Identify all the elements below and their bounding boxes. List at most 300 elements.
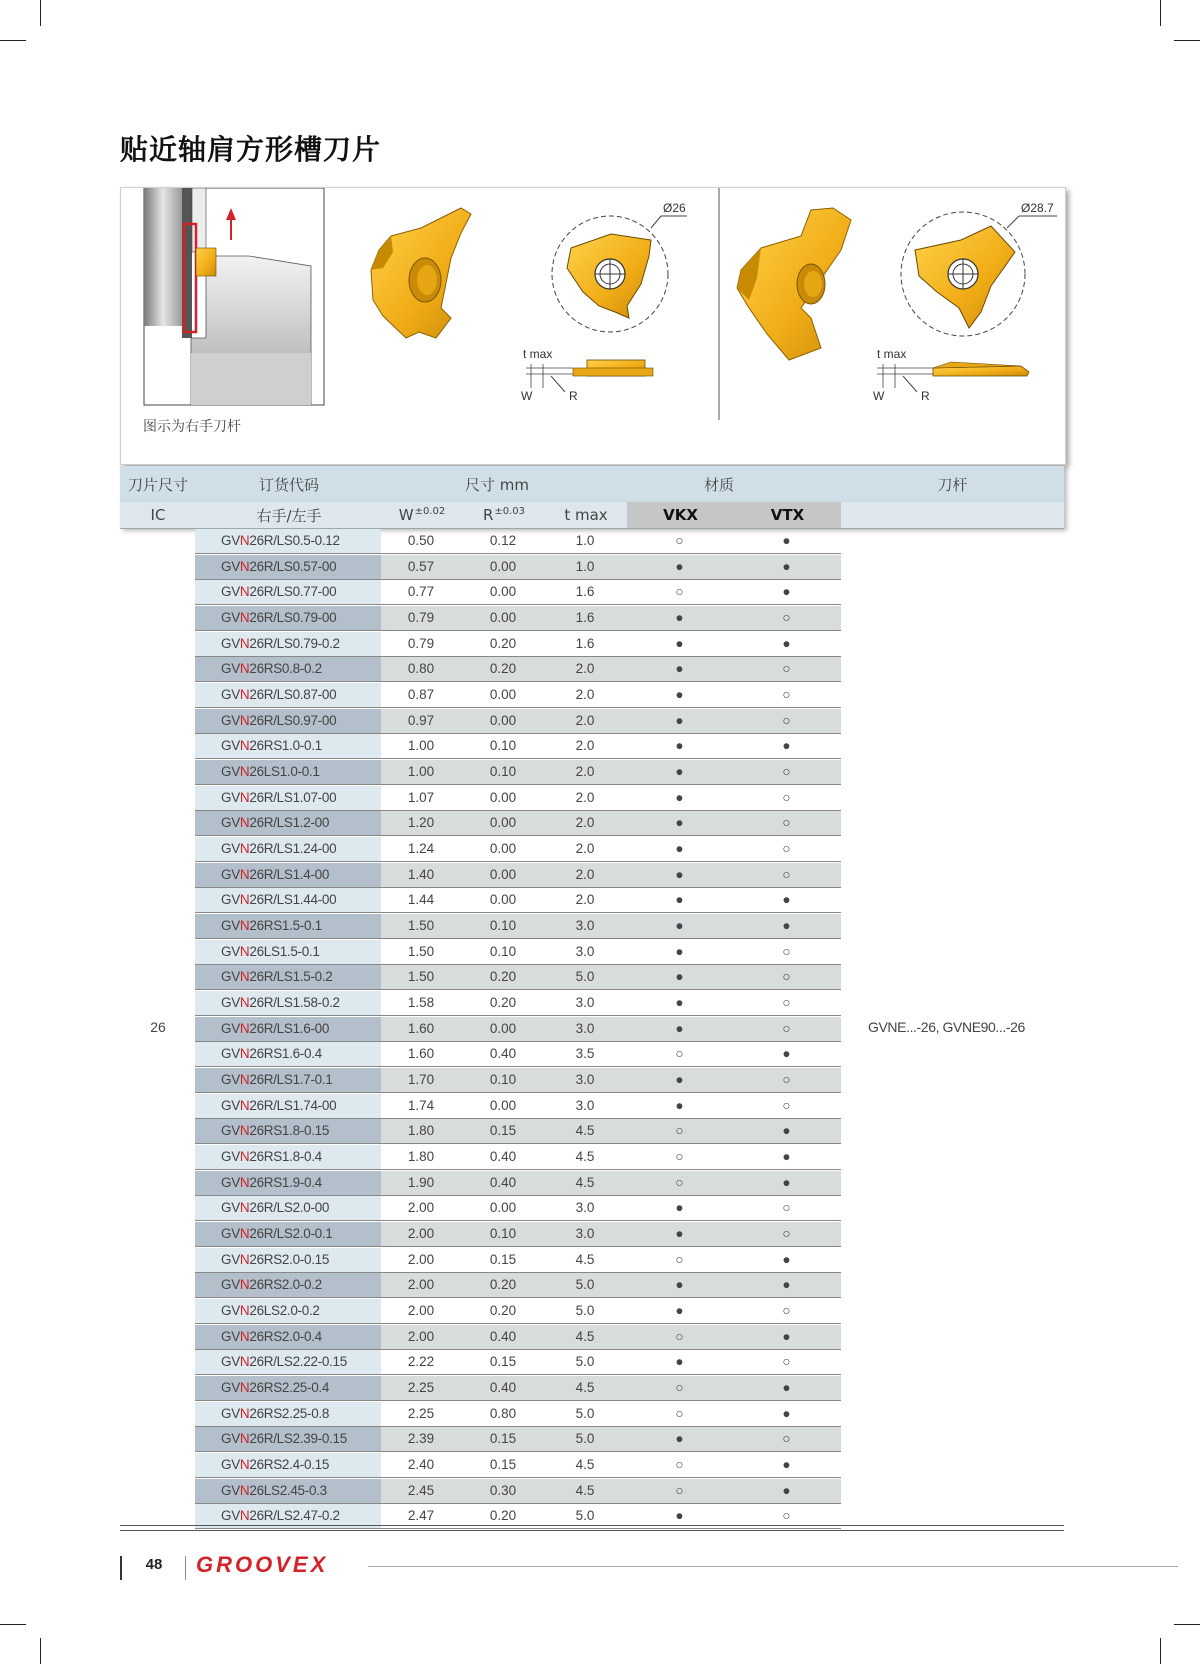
order-code: GVN26LS1.0-0.1 [195, 760, 381, 784]
vtx-value: ● [782, 635, 791, 651]
table-row [195, 606, 841, 631]
r-value: 0.15 [489, 1123, 517, 1139]
vkx-value: ○ [675, 584, 684, 600]
table-row [195, 683, 841, 708]
w-value: 1.00 [407, 764, 435, 780]
r-value: 0.10 [489, 943, 517, 959]
header-w: W $^{\pm 0.02}$ [398, 505, 446, 524]
t-max-label: t max [523, 347, 553, 361]
order-code: GVN26R/LS1.44-00 [195, 888, 381, 912]
vtx-value: ● [782, 533, 791, 548]
r-value: 0.00 [489, 558, 517, 574]
table-row [195, 1325, 841, 1350]
vtx-value: ○ [782, 1354, 791, 1370]
order-code: GVN26R/LS1.58-0.2 [195, 991, 381, 1015]
w-value: 1.20 [407, 815, 435, 831]
page-number: 48 [145, 1556, 163, 1573]
header-ic: IC [150, 506, 166, 524]
tmax-value: 1.0 [575, 533, 595, 548]
order-code: GVN26R/LS2.0-0.1 [195, 1222, 381, 1246]
w-value: 2.00 [407, 1328, 435, 1344]
vkx-value: ○ [675, 1149, 684, 1165]
table-header-row-2 [120, 502, 1064, 529]
table-row [195, 657, 841, 682]
table-row [195, 914, 841, 939]
r-value: 0.20 [489, 1277, 517, 1293]
vkx-value: ● [675, 1226, 684, 1242]
header-order-code: 订货代码 [258, 475, 319, 494]
table-row [195, 1427, 841, 1452]
r-value: 0.15 [489, 1431, 517, 1447]
r-value: 0.00 [489, 1097, 517, 1113]
order-code: GVN26RS2.25-0.4 [195, 1376, 381, 1400]
table-row [195, 940, 841, 965]
tmax-value: 5.0 [575, 1405, 595, 1421]
r-value: 0.40 [489, 1174, 517, 1190]
w-value: 2.00 [407, 1226, 435, 1242]
header-vkx: VKX [627, 502, 734, 528]
vtx-value: ○ [782, 1508, 791, 1524]
tmax-value: 4.5 [575, 1174, 595, 1190]
vtx-value: ● [782, 1277, 791, 1293]
order-code: GVN26RS2.25-0.8 [195, 1402, 381, 1426]
r-value: 0.20 [489, 1508, 517, 1524]
table-row [195, 811, 841, 836]
w-value: 1.58 [407, 995, 435, 1011]
w-value: 0.97 [407, 712, 435, 728]
table-row [195, 1068, 841, 1093]
order-code: GVN26R/LS0.5-0.12 [195, 529, 381, 553]
table-header-row-1 [120, 466, 1064, 502]
header-tmax: t max [564, 506, 608, 524]
w-value: 0.79 [407, 610, 435, 625]
r-value: 0.40 [489, 1328, 517, 1344]
r-value: 0.20 [489, 661, 517, 677]
r-value: 0.00 [489, 687, 517, 703]
vtx-value: ○ [782, 1097, 791, 1113]
table-row [195, 1094, 841, 1119]
vkx-value: ○ [675, 1046, 684, 1062]
vtx-value: ● [782, 1046, 791, 1062]
vtx-value: ○ [782, 969, 791, 985]
header-holder: 刀杆 [937, 475, 968, 494]
tmax-value: 5.0 [575, 1508, 595, 1524]
vkx-value: ● [675, 635, 684, 651]
w-value: 1.50 [407, 969, 435, 985]
r-value: 0.20 [489, 1303, 517, 1319]
order-code: GVN26RS2.4-0.15 [195, 1453, 381, 1477]
r-value: 0.30 [489, 1482, 517, 1498]
w-value: 1.70 [407, 1072, 435, 1088]
vkx-value: ● [675, 892, 684, 908]
vkx-value: ○ [675, 1482, 684, 1498]
table-row [195, 786, 841, 811]
r-value: 0.10 [489, 1226, 517, 1242]
table-row [195, 1453, 841, 1478]
header-grade: 材质 [703, 475, 734, 494]
vkx-value: ● [675, 1097, 684, 1113]
vtx-value: ○ [782, 1303, 791, 1319]
vkx-value: ○ [675, 1174, 684, 1190]
w-value: 1.50 [407, 918, 435, 934]
table-row [195, 580, 841, 605]
tmax-value: 2.0 [575, 841, 595, 857]
tmax-value: 2.0 [575, 738, 595, 754]
order-code: GVN26LS2.45-0.3 [195, 1479, 381, 1503]
tmax-value: 5.0 [575, 1354, 595, 1370]
table-row [195, 709, 841, 734]
vkx-value: ● [675, 815, 684, 831]
tmax-value: 4.5 [575, 1380, 595, 1396]
vkx-value: ● [675, 661, 684, 677]
r-value: 0.00 [489, 610, 517, 625]
r-label: R [569, 389, 578, 403]
crop-mark [40, 0, 41, 26]
vkx-value: ● [675, 918, 684, 934]
r-value: 0.00 [489, 892, 517, 908]
vtx-value: ○ [782, 687, 791, 703]
w-value: 1.50 [407, 943, 435, 959]
vtx-value: ● [782, 1482, 791, 1498]
order-code: GVN26R/LS2.22-0.15 [195, 1350, 381, 1374]
table-row [195, 734, 841, 759]
r-value: 0.20 [489, 969, 517, 985]
vtx-value: ○ [782, 1200, 791, 1216]
order-code: GVN26R/LS0.79-0.2 [195, 632, 381, 656]
header-insert-size: 刀片尺寸 [127, 475, 188, 494]
table-row [195, 1145, 841, 1170]
vkx-value: ● [675, 1508, 684, 1524]
table-row [195, 1042, 841, 1067]
footer-separator [185, 1556, 186, 1580]
tmax-value: 2.0 [575, 687, 595, 703]
r-value: 0.00 [489, 1020, 517, 1036]
vkx-value: ● [675, 1354, 684, 1370]
header-dimensions: 尺寸 mm [465, 475, 529, 494]
vtx-value: ● [782, 1328, 791, 1344]
vtx-value: ○ [782, 1020, 791, 1036]
insert-1-top-view [552, 201, 687, 332]
w-value: 2.25 [407, 1405, 435, 1421]
vtx-value: ○ [782, 866, 791, 882]
vtx-value: ○ [782, 1431, 791, 1447]
table-row [195, 1248, 841, 1273]
vkx-value: ● [675, 969, 684, 985]
tmax-value: 2.0 [575, 789, 595, 805]
vkx-value: ● [675, 1072, 684, 1088]
vkx-value: ● [675, 712, 684, 728]
crop-mark [1160, 0, 1161, 26]
table-bottom-rule [120, 1530, 1064, 1531]
r-value: 0.10 [489, 918, 517, 934]
table-row [195, 1350, 841, 1375]
table-row [195, 863, 841, 888]
ic-value: 26 [150, 1019, 166, 1035]
r-value: 0.12 [489, 533, 517, 548]
order-code: GVN26R/LS1.24-00 [195, 837, 381, 861]
vtx-value: ● [782, 738, 791, 754]
tmax-value: 3.0 [575, 1020, 595, 1036]
vtx-value: ● [782, 1174, 791, 1190]
r-value: 0.20 [489, 995, 517, 1011]
tmax-value: 4.5 [575, 1251, 595, 1267]
order-code: GVN26R/LS0.87-00 [195, 683, 381, 707]
order-code: GVN26R/LS1.6-00 [195, 1017, 381, 1041]
w-value: 2.39 [407, 1431, 435, 1447]
order-code: GVN26RS1.8-0.15 [195, 1119, 381, 1143]
vkx-value: ● [675, 1431, 684, 1447]
w-value: 1.80 [407, 1123, 435, 1139]
crop-mark [1174, 40, 1200, 41]
r-value: 0.40 [489, 1046, 517, 1062]
tmax-value: 3.0 [575, 1226, 595, 1242]
tmax-value: 5.0 [575, 969, 595, 985]
vkx-value: ○ [675, 533, 684, 548]
table-row [195, 529, 841, 554]
r-value: 0.15 [489, 1457, 517, 1473]
tmax-value: 5.0 [575, 1303, 595, 1319]
vkx-value: ○ [675, 1405, 684, 1421]
tmax-value: 3.0 [575, 1072, 595, 1088]
page-title: 贴近轴肩方形槽刀片 [120, 133, 382, 166]
tmax-value: 3.0 [575, 1200, 595, 1216]
vkx-value: ○ [675, 1328, 684, 1344]
vtx-value: ○ [782, 764, 791, 780]
vkx-value: ● [675, 764, 684, 780]
tmax-value: 4.5 [575, 1123, 595, 1139]
table-row [195, 760, 841, 785]
header-r: R $^{\pm 0.03}$ [482, 505, 526, 524]
w-value: 1.40 [407, 866, 435, 882]
order-code: GVN26R/LS1.7-0.1 [195, 1068, 381, 1092]
w-value: 1.44 [407, 892, 435, 908]
w-value: 2.00 [407, 1277, 435, 1293]
order-code: GVN26RS0.8-0.2 [195, 657, 381, 681]
vtx-value: ○ [782, 815, 791, 831]
vkx-value: ● [675, 1020, 684, 1036]
vtx-value: ● [782, 1123, 791, 1139]
w-value: 0.57 [407, 558, 435, 574]
r-value: 0.40 [489, 1149, 517, 1165]
insert-2-top-view [901, 201, 1057, 336]
vtx-value: ● [782, 1251, 791, 1267]
table-row [195, 1273, 841, 1298]
tmax-value: 2.0 [575, 866, 595, 882]
vkx-value: ● [675, 789, 684, 805]
table-row [195, 1222, 841, 1247]
w-value: 1.07 [407, 789, 435, 805]
table-row [195, 1402, 841, 1427]
r-value: 0.00 [489, 789, 517, 805]
table-row [195, 555, 841, 580]
insert-2-side-view [873, 347, 1029, 403]
vkx-value: ● [675, 1200, 684, 1216]
vkx-value: ● [675, 995, 684, 1011]
vkx-value: ○ [675, 1380, 684, 1396]
vtx-value: ● [782, 918, 791, 934]
r-value: 0.00 [489, 815, 517, 831]
w-value: 2.45 [407, 1482, 435, 1498]
vkx-value: ○ [675, 1251, 684, 1267]
vkx-value: ○ [675, 1457, 684, 1473]
order-code: GVN26RS1.0-0.1 [195, 734, 381, 758]
w-value: 2.00 [407, 1303, 435, 1319]
r-value: 0.80 [489, 1405, 517, 1421]
table-bottom-rule [120, 1525, 1064, 1526]
insert-illustrations [121, 188, 1065, 464]
crop-mark [1174, 1624, 1200, 1625]
vtx-value: ○ [782, 841, 791, 857]
vkx-value: ● [675, 610, 684, 625]
tmax-value: 1.6 [575, 584, 595, 600]
vkx-value: ● [675, 687, 684, 703]
r-value: 0.00 [489, 584, 517, 600]
tmax-value: 2.0 [575, 661, 595, 677]
figure-caption: 图示为右手刀杆 [143, 419, 241, 435]
vtx-value: ○ [782, 1072, 791, 1088]
tmax-value: 2.0 [575, 712, 595, 728]
r-value: 0.00 [489, 866, 517, 882]
insert-1-side-view [521, 347, 653, 403]
w-value: 2.40 [407, 1457, 435, 1473]
tmax-value: 2.0 [575, 815, 595, 831]
order-code: GVN26R/LS1.5-0.2 [195, 965, 381, 989]
table-row [195, 1171, 841, 1196]
r-value: 0.15 [489, 1251, 517, 1267]
r-value: 0.20 [489, 635, 517, 651]
w-value: 0.77 [407, 584, 435, 600]
r-value: 0.10 [489, 764, 517, 780]
vkx-value: ● [675, 1303, 684, 1319]
tmax-value: 3.0 [575, 1097, 595, 1113]
r-label: R [921, 389, 930, 403]
vtx-value: ● [782, 892, 791, 908]
tmax-value: 3.0 [575, 995, 595, 1011]
w-value: 2.22 [407, 1354, 435, 1370]
footer-bar [120, 1556, 122, 1580]
w-value: 1.60 [407, 1046, 435, 1062]
table-row [195, 991, 841, 1016]
w-value: 1.74 [407, 1097, 435, 1113]
table-row [195, 1119, 841, 1144]
tmax-value: 4.5 [575, 1457, 595, 1473]
vtx-value: ● [782, 584, 791, 600]
vkx-value: ● [675, 866, 684, 882]
figure-panel [120, 187, 1066, 465]
insert-2-diameter-label: Ø28.7 [1021, 201, 1054, 215]
order-code: GVN26RS2.0-0.15 [195, 1248, 381, 1272]
r-value: 0.00 [489, 712, 517, 728]
vtx-value: ○ [782, 712, 791, 728]
tmax-value: 3.5 [575, 1046, 595, 1062]
crop-mark [0, 40, 26, 41]
table-row [195, 1376, 841, 1401]
vtx-value: ○ [782, 661, 791, 677]
vkx-value: ● [675, 738, 684, 754]
insert-2-3d-image [737, 208, 851, 360]
order-code: GVN26R/LS2.39-0.15 [195, 1427, 381, 1451]
vtx-value: ● [782, 558, 791, 574]
r-value: 0.10 [489, 1072, 517, 1088]
tmax-value: 5.0 [575, 1277, 595, 1293]
w-value: 1.00 [407, 738, 435, 754]
tmax-value: 2.0 [575, 892, 595, 908]
table-row [195, 1017, 841, 1042]
w-value: 1.60 [407, 1020, 435, 1036]
order-code: GVN26RS1.6-0.4 [195, 1042, 381, 1066]
t-max-label: t max [877, 347, 907, 361]
vkx-value: ● [675, 943, 684, 959]
vtx-value: ○ [782, 610, 791, 625]
vtx-value: ○ [782, 1226, 791, 1242]
table-row [195, 1196, 841, 1221]
w-value: 0.87 [407, 687, 435, 703]
tmax-value: 4.5 [575, 1328, 595, 1344]
vtx-value: ○ [782, 789, 791, 805]
w-value: 2.00 [407, 1200, 435, 1216]
w-value: 1.80 [407, 1149, 435, 1165]
w-value: 0.50 [407, 533, 435, 548]
table-row [195, 888, 841, 913]
w-value: 2.25 [407, 1380, 435, 1396]
vtx-value: ○ [782, 943, 791, 959]
tmax-value: 2.0 [575, 764, 595, 780]
vtx-value: ● [782, 1457, 791, 1473]
order-code: GVN26R/LS0.57-00 [195, 555, 381, 579]
vkx-value: ● [675, 558, 684, 574]
r-value: 0.00 [489, 841, 517, 857]
order-code: GVN26RS2.0-0.4 [195, 1325, 381, 1349]
w-value: 1.90 [407, 1174, 435, 1190]
tmax-value: 4.5 [575, 1482, 595, 1498]
r-value: 0.10 [489, 738, 517, 754]
order-code: GVN26R/LS2.47-0.2 [195, 1504, 381, 1528]
table-row [195, 1479, 841, 1504]
vtx-value: ● [782, 1149, 791, 1165]
w-label: W [873, 389, 885, 403]
order-code: GVN26R/LS1.07-00 [195, 786, 381, 810]
tmax-value: 3.0 [575, 918, 595, 934]
holder-drawing [144, 188, 324, 405]
order-code: GVN26LS1.5-0.1 [195, 940, 381, 964]
tmax-value: 1.6 [575, 610, 595, 625]
vtx-value: ○ [782, 995, 791, 1011]
w-value: 0.79 [407, 635, 435, 651]
crop-mark [40, 1638, 41, 1664]
w-value: 2.47 [407, 1508, 435, 1524]
tmax-value: 5.0 [575, 1431, 595, 1447]
vkx-value: ○ [675, 1123, 684, 1139]
table-row [195, 965, 841, 990]
brand-logo: GROOVEX [196, 1552, 329, 1577]
crop-mark [1160, 1638, 1161, 1664]
insert-1-diameter-label: Ø26 [663, 201, 686, 215]
tmax-value: 4.5 [575, 1149, 595, 1165]
tmax-value: 1.6 [575, 635, 595, 651]
w-value: 0.80 [407, 661, 435, 677]
table-row [195, 632, 841, 657]
vtx-value: ● [782, 1380, 791, 1396]
order-code: GVN26LS2.0-0.2 [195, 1299, 381, 1323]
r-value: 0.15 [489, 1354, 517, 1370]
order-code: GVN26R/LS1.2-00 [195, 811, 381, 835]
order-code: GVN26RS1.9-0.4 [195, 1171, 381, 1195]
order-code: GVN26RS2.0-0.2 [195, 1273, 381, 1297]
order-code: GVN26R/LS2.0-00 [195, 1196, 381, 1220]
vkx-value: ● [675, 1277, 684, 1293]
order-code: GVN26RS1.8-0.4 [195, 1145, 381, 1169]
header-hand: 右手/左手 [256, 506, 322, 525]
